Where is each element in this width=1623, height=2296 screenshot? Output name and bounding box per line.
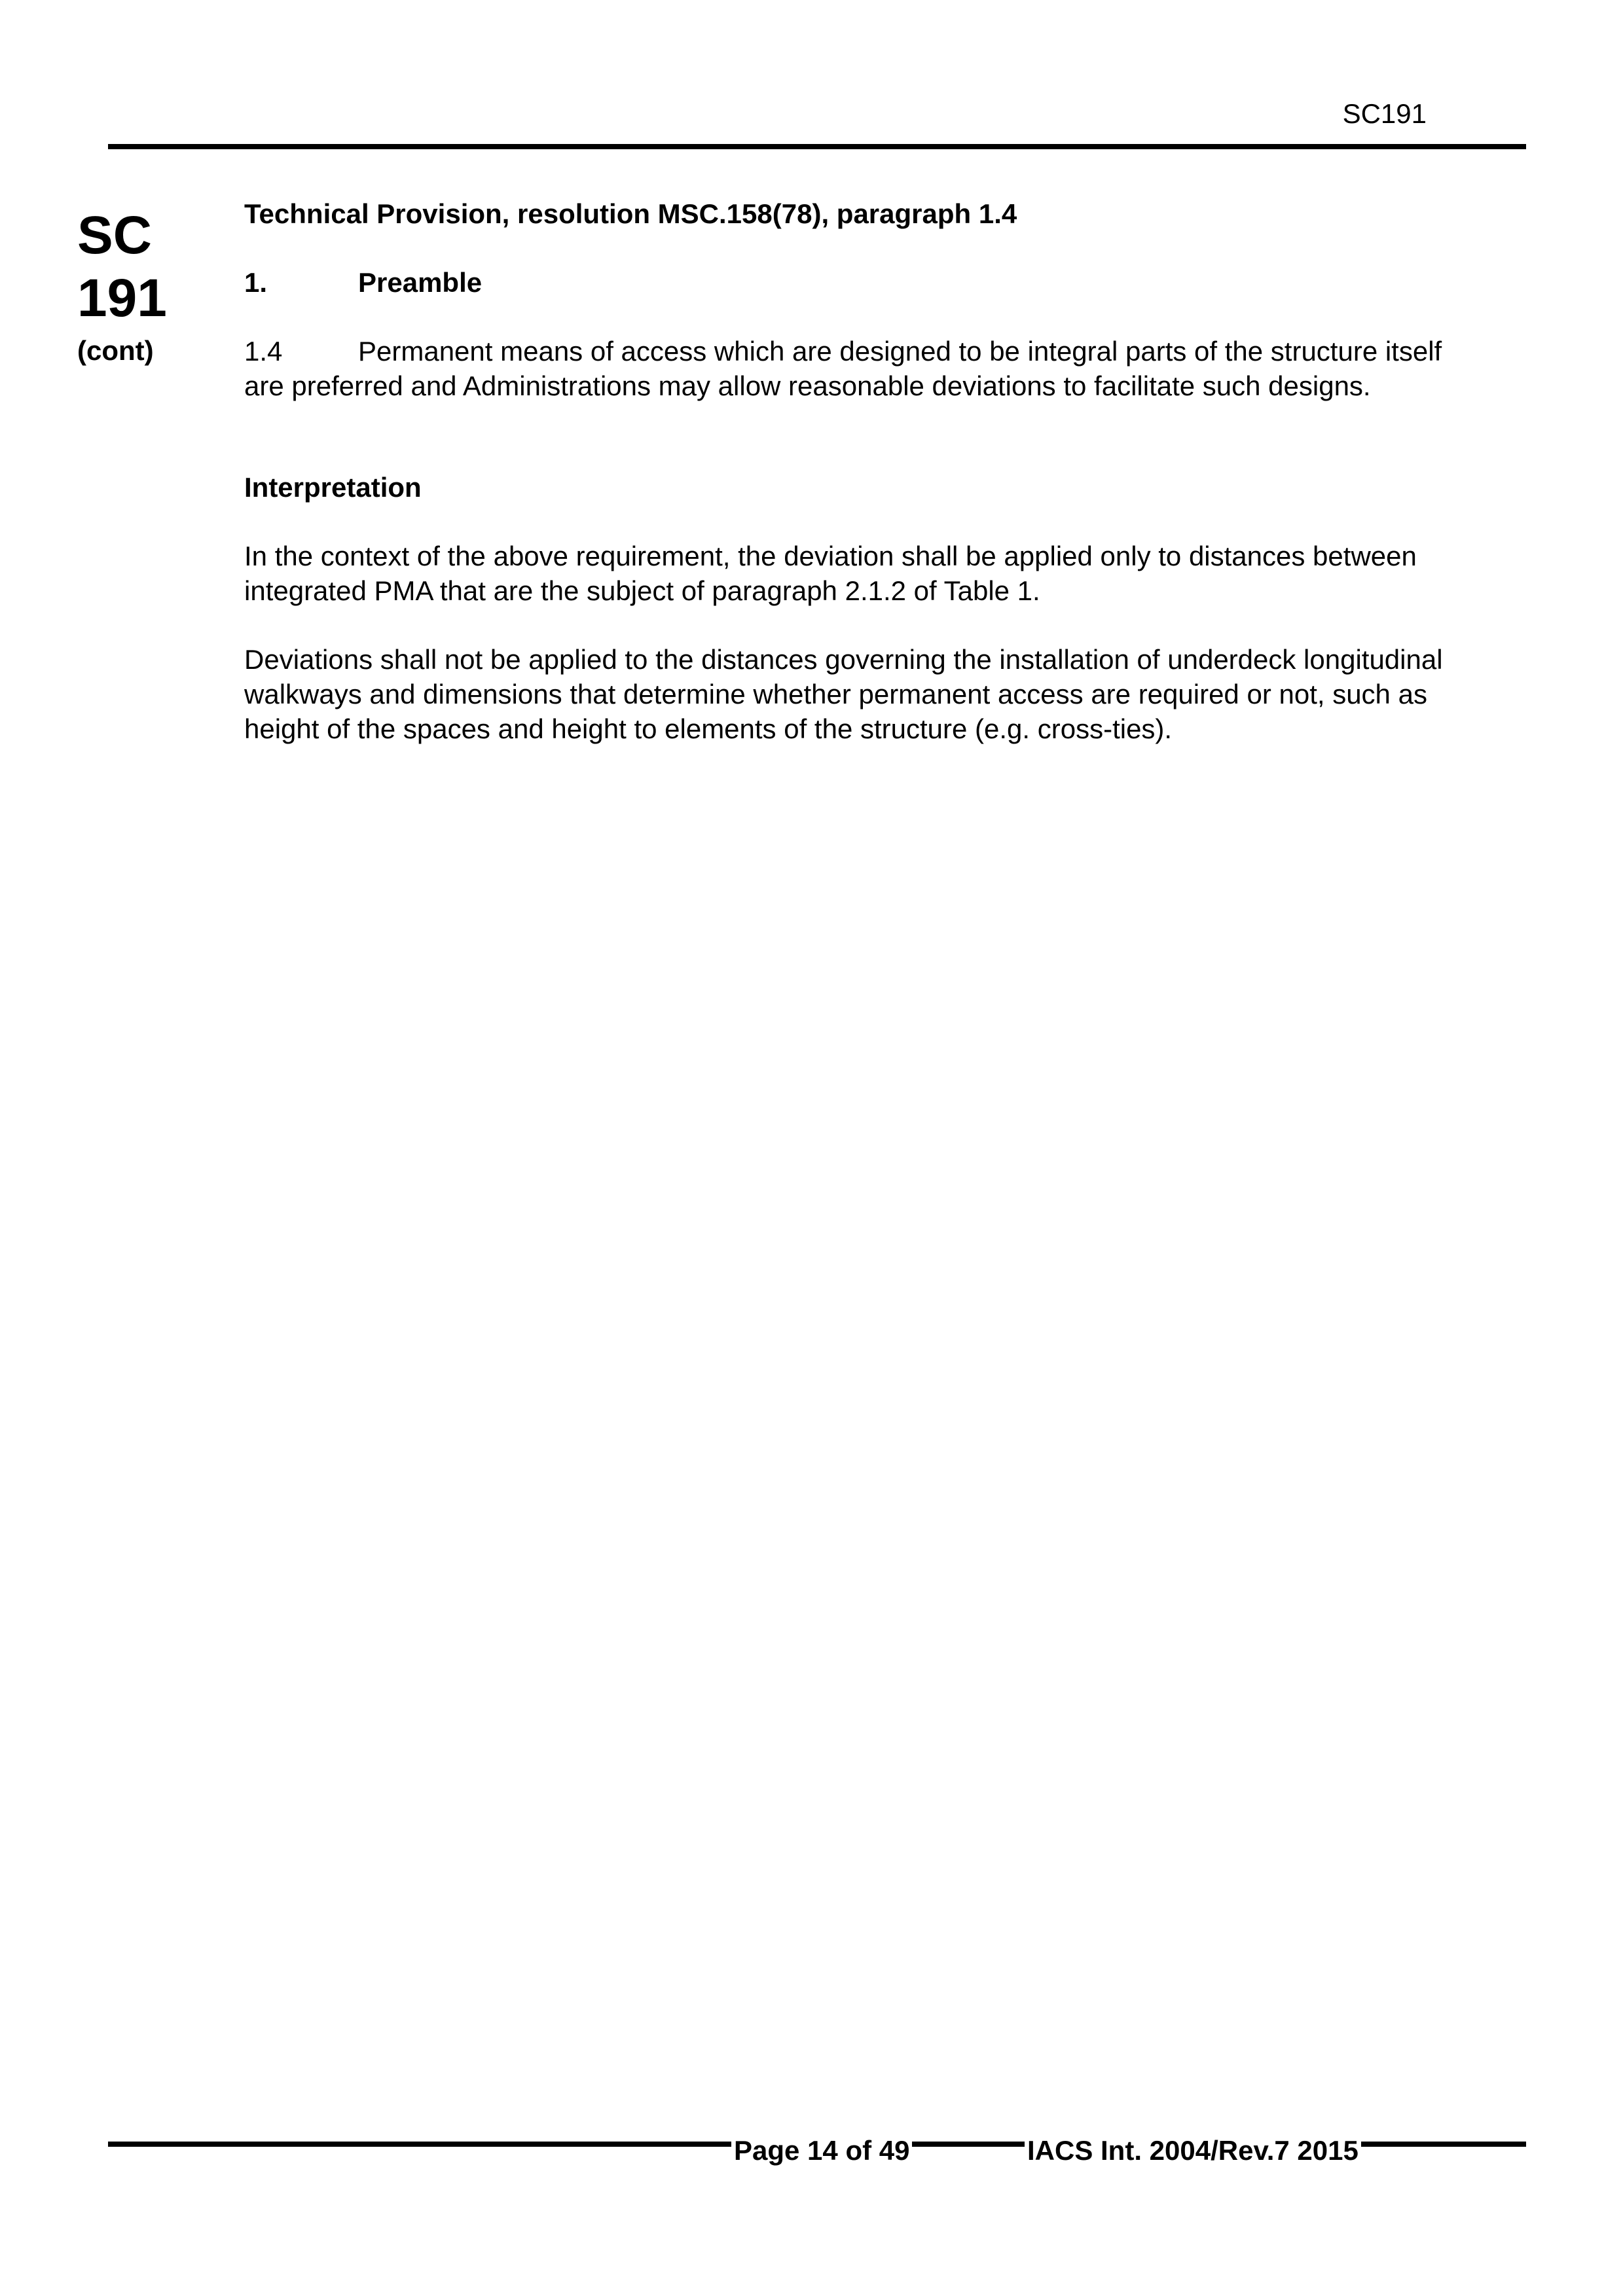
provision-title: Technical Provision, resolution MSC.158(78), paragraph 1.4 <box>244 198 1017 229</box>
side-tag <box>77 204 175 367</box>
footer <box>0 2135 1623 2174</box>
paragraph-number: 1.4 <box>244 336 283 367</box>
header-rule <box>108 144 1526 149</box>
paragraph-text: Permanent means of access which are designed to be integral parts of the structure itself are preferred and Administrations may allow reasonable deviations to facilitate such designs. <box>244 336 1442 401</box>
interpretation-paragraph-1: In the context of the above requirement, the deviation shall be applied only to distances between integrated PMA that are the subject of paragraph 2.1.2 of Table 1. <box>244 541 1417 606</box>
side-tag-prefix: SC <box>77 206 152 265</box>
page-number: Page 14 of 49 <box>731 2135 912 2166</box>
side-tag-number: 191 <box>77 268 167 328</box>
side-tag-continued: (cont) <box>77 335 154 366</box>
interpretation-heading: Interpretation <box>244 472 422 503</box>
header-document-code: SC191 <box>1342 98 1427 129</box>
section-number: 1. <box>244 267 268 298</box>
interpretation-paragraph-2: Deviations shall not be applied to the distances governing the installation of underdeck longitudinal walkways and dimensions that determine whether permanent access are required or not, such as height of the spaces and height to elements of the structure (e.g. cross-ties). <box>244 644 1443 744</box>
document-reference: IACS Int. 2004/Rev.7 2015 <box>1025 2135 1361 2166</box>
paragraph-1-4 <box>244 334 1488 403</box>
section-title: Preamble <box>358 267 483 298</box>
document-body <box>244 196 1488 746</box>
section-heading <box>244 265 1488 300</box>
